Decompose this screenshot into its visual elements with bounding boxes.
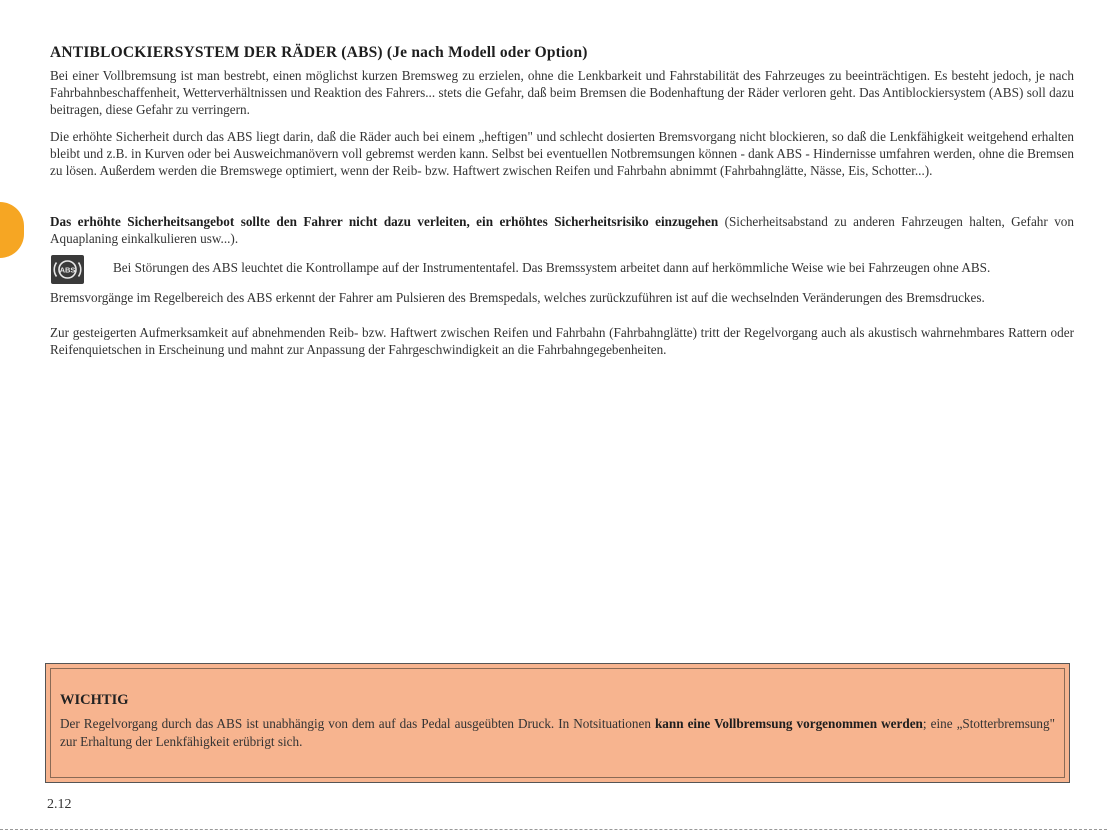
warning-rest-text: (Sicherheitsabstand zu anderen Fahrzeugen halten, Gefahr von Aquaplaning einkalkulieren usw...).	[50, 214, 1074, 246]
notice-text-part-a: Der Regelvorgang durch das ABS ist unabhängig von dem auf das Pedal ausgeübten Druck. In Notsituationen	[60, 716, 655, 731]
notice-text	[60, 715, 1055, 751]
paragraph-safety: Die erhöhte Sicherheit durch das ABS liegt darin, daß die Räder auch bei einem „heftigen" und schlecht dosierten Bremsvorgang nicht blockieren, so daß die Lenkfähigkeit weitgehend erhalten bleibt und z.B. in Kurven oder bei Ausweichmanövern voll gebremst werden kann. Selbst bei eventuellen Notbremsungen können - dank ABS - Hindernisse umfahren werden, ohne die Bremsen zu lösen. Außerdem werden die Bremswege optimiert, wenn der Reib- bzw. Haftwert zwischen Reifen und Fahrbahn abnimmt (Fahrbahnglätte, Nässe, Eis, Schotter...).	[50, 129, 1074, 178]
paragraph-warning	[50, 213, 1074, 247]
important-notice-box	[45, 663, 1070, 783]
warning-bold-text: Das erhöhte Sicherheitsangebot sollte den Fahrer nicht dazu verleiten, ein erhöhtes Sicherheitsrisiko einzugehen	[50, 214, 719, 229]
paragraph-abs-fault: Bei Störungen des ABS leuchtet die Kontrollampe auf der Instrumententafel. Das Bremssystem arbeitet dann auf herkömmliche Weise wie bei Fahrzeugen ohne ABS.	[113, 260, 991, 275]
section-title: ANTIBLOCKIERSYSTEM DER RÄDER (ABS) (Je nach Modell oder Option)	[50, 44, 588, 61]
notice-title: WICHTIG	[60, 692, 129, 708]
paragraph-acoustic: Zur gesteigerten Aufmerksamkeit auf abnehmenden Reib- bzw. Haftwert zwischen Reifen und Fahrbahn (Fahrbahnglätte) tritt der Regelvorgang auch als akustisch wahrnehmbares Rattern oder Reifenquietschen in Erscheinung und mahnt zur Anpassung der Fahrgeschwindigkeit an die Fahrbahngegebenheiten.	[50, 325, 1074, 357]
paragraph-intro: Bei einer Vollbremsung ist man bestrebt, einen möglichst kurzen Bremsweg zu erzielen, ohne die Lenkbarkeit und Fahrstabilität des Fahrzeuges zu beeinträchtigen. Es besteht jedoch, je nach Fahrbahnbeschaffenheit, Wetterverhältnissen und Reaktion des Fahrers... stets die Gefahr, daß beim Bremsen die Bodenhaftung der Räder verloren geht. Das Antiblockiersystem (ABS) soll dazu beitragen, diese Gefahr zu verringern.	[50, 68, 1074, 117]
page-number: 2.12	[47, 797, 72, 812]
section-tab-marker	[0, 202, 24, 258]
abs-warning-lamp-icon	[51, 255, 84, 284]
notice-text-bold: kann eine Vollbremsung vorgenommen werden	[654, 716, 923, 731]
abs-icon-label: ABS	[59, 265, 76, 275]
notice-text-part-b: ; eine „Stotterbremsung" zur Erhaltung der Lenkfähigkeit erübrigt sich.	[60, 716, 1055, 749]
paragraph-pedal-pulsing: Bremsvorgänge im Regelbereich des ABS erkennt der Fahrer am Pulsieren des Bremspedals, welches zurückzuführen ist auf die wechselnden Veränderungen des Bremsdruckes.	[50, 290, 985, 305]
page-edge-divider	[0, 829, 1107, 830]
